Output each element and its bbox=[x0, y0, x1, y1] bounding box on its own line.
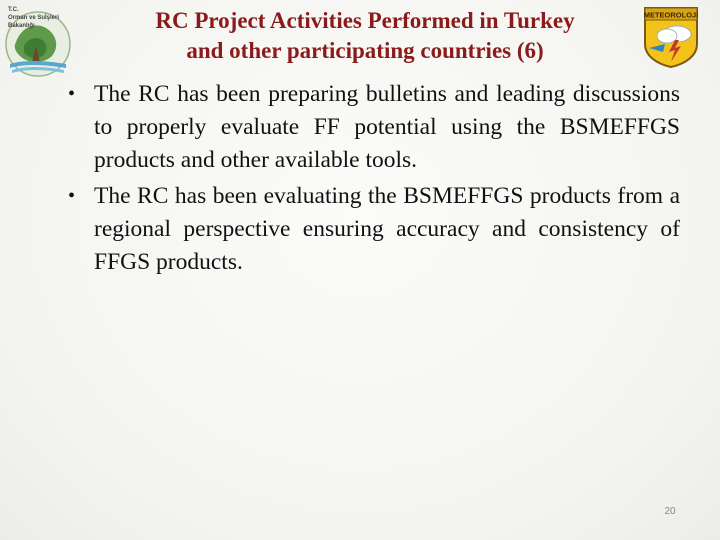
title-line-2: and other participating countries (6) bbox=[186, 38, 544, 63]
bullet-text: The RC has been evaluating the BSMEFFGS products from a regional perspective ensuring accuracy and consistency of FFGS products. bbox=[94, 183, 680, 275]
bullet-text: The RC has been preparing bulletins and leading discussions to properly evaluate FF potential using the BSMEFFGS products and other available tools. bbox=[94, 81, 680, 173]
page-number: 20 bbox=[664, 506, 676, 517]
meteoroloji-logo-icon bbox=[641, 4, 701, 68]
bullet-marker: • bbox=[68, 83, 76, 105]
list-item bbox=[58, 78, 680, 177]
ministry-logo-line: T.C. bbox=[8, 7, 19, 13]
bullet-list bbox=[58, 78, 680, 279]
ministry-logo-icon bbox=[2, 2, 72, 78]
meteoroloji-logo-graphic bbox=[641, 4, 701, 68]
ministry-logo-line: Orman ve Suİşleri bbox=[8, 15, 60, 21]
ministry-logo-text bbox=[8, 6, 59, 30]
list-item bbox=[58, 180, 680, 279]
title-line-1: RC Project Activities Performed in Turkey bbox=[155, 8, 575, 33]
ministry-logo-line: Bakanlığı bbox=[8, 23, 35, 29]
meteoroloji-logo-text: METEOROLOJİ bbox=[643, 10, 699, 20]
bullet-marker: • bbox=[68, 185, 76, 207]
page-title bbox=[90, 6, 640, 66]
